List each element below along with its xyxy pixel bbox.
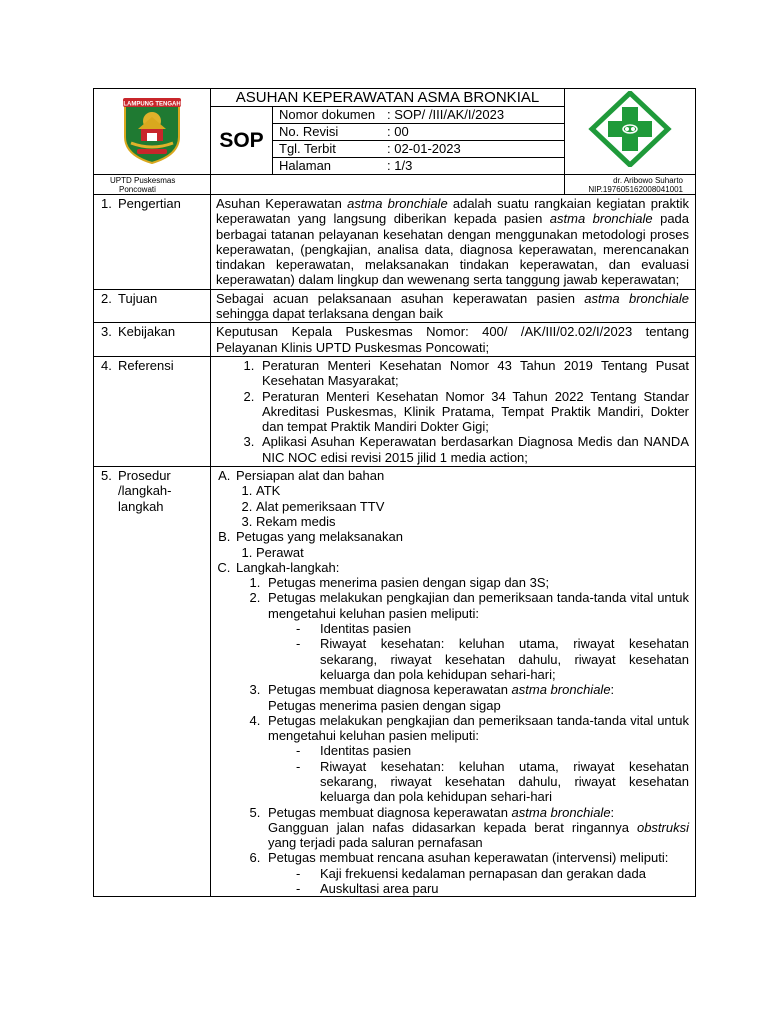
no-revisi-row: No. Revisi : 00	[273, 124, 565, 141]
section-content-kebijakan: Keputusan Kepala Puskesmas Nomor: 400/ /AK/III/02.02/I/2023 tentang Pelayanan Klinis UPTD Puskesmas Poncowati;	[211, 323, 696, 357]
sop-document	[93, 88, 695, 897]
list-item: 3. Petugas membuat diagnosa keperawatan astma bronchiale: Petugas menerima pasien dengan sigap	[264, 682, 689, 713]
section-content-tujuan: Sebagai acuan pelaksanaan asuhan keperawatan pasien astma bronchiale sehingga dapat terlaksana dengan baik	[211, 289, 696, 323]
list-item: 2. Petugas melakukan pengkajian dan pemeriksaan tanda-tanda vital untuk mengetahui keluhan pasien meliputi: - Identitas pasien - Riwayat kesehatan: keluhan utama, riwayat kesehatan sekarang, riwayat kesehatan dahulu, riwayat kesehatan keluarga dan pola kehidupan sehari-hari;	[264, 590, 689, 682]
section-content-pengertian: Asuhan Keperawatan astma bronchiale adalah suatu rangkaian kegiatan praktik keperawatan yang langsung diberikan kepada pasien astma bronchiale pada berbagai tatanan pelayanan kesehatan dengan menggunakan metodologi proses keperawatan, (pengkajian, analisa data, diagnosa keperawatan, merencanakan tindakan keperawatan, melaksanakan tindakan keperawatan, dan evaluasi keperawatan) dalam lingkup dan wewenang serta tanggung jawab keperawatan;	[211, 195, 696, 290]
list-item: - Auskultasi area paru	[320, 881, 689, 896]
puskesmas-logo-cell	[565, 89, 696, 175]
document-title: ASUHAN KEPERAWATAN ASMA BRONKIAL	[211, 89, 565, 107]
tgl-terbit-row: Tgl. Terbit : 02-01-2023	[273, 141, 565, 158]
signer-info: dr. Aribowo Suharto NIP.197605162008041001	[565, 175, 696, 195]
nomor-dokumen-row: Nomor dokumen : SOP/ /III/AK/I/2023	[273, 107, 565, 124]
list-item: - Riwayat kesehatan: keluhan utama, riwayat kesehatan sekarang, riwayat kesehatan dahulu, riwayat kesehatan keluarga dan pola kehidupan sehari-hari	[320, 759, 689, 805]
list-item: - Identitas pasien	[320, 621, 689, 636]
svg-text:LAMPUNG TENGAH: LAMPUNG TENGAH	[123, 101, 181, 108]
list-item: 2. Alat pemeriksaan TTV	[256, 499, 689, 514]
list-item: 3. Aplikasi Asuhan Keperawatan berdasarkan Diagnosa Medis dan NANDA NIC NOC edisi revisi 2015 jilid 1 media action;	[258, 434, 689, 465]
list-item: 1. Peraturan Menteri Kesehatan Nomor 43 Tahun 2019 Tentang Pusat Kesehatan Masyarakat;	[258, 358, 689, 389]
list-item: 6. Petugas membuat rencana asuhan keperawatan (intervensi) meliputi: - Kaji frekuensi kedalaman pernapasan dan gerakan dada - Auskultasi area paru	[264, 850, 689, 896]
list-item: 4. Petugas melakukan pengkajian dan pemeriksaan tanda-tanda vital untuk mengetahui keluhan pasien meliputi: - Identitas pasien - Riwayat kesehatan: keluhan utama, riwayat kesehatan sekarang, riwayat kesehatan dahulu, riwayat kesehatan keluarga dan pola kehidupan sehari-hari	[264, 713, 689, 805]
section-content-prosedur	[211, 467, 696, 897]
signature-space	[211, 175, 565, 195]
list-item: A. Persiapan alat dan bahan 1. ATK 2. Alat pemeriksaan TTV 3. Rekam medis	[234, 468, 689, 529]
list-item: - Riwayat kesehatan: keluhan utama, riwayat kesehatan sekarang, riwayat kesehatan dahulu, riwayat kesehatan keluarga dan pola kehidupan sehari-hari;	[320, 636, 689, 682]
section-label-pengertian: 1. Pengertian	[94, 195, 211, 290]
organization-name: UPTD Puskesmas Poncowati	[94, 175, 211, 195]
list-item: 5. Petugas membuat diagnosa keperawatan astma bronchiale: Gangguan jalan nafas didasarkan kepada berat ringannya obstruksi yang terjadi pada saluran pernafasan	[264, 805, 689, 851]
list-item: 1. Petugas menerima pasien dengan sigap dan 3S;	[264, 575, 689, 590]
sop-table	[93, 88, 696, 897]
puskesmas-logo-icon	[588, 91, 672, 167]
section-label-kebijakan: 3. Kebijakan	[94, 323, 211, 357]
list-item: 1. ATK	[256, 483, 689, 498]
halaman-row: Halaman : 1/3	[273, 158, 565, 175]
procedure-list	[216, 468, 689, 896]
lampung-tengah-logo-icon	[119, 93, 185, 165]
list-item: 1. Perawat	[256, 545, 689, 560]
list-item: - Identitas pasien	[320, 743, 689, 758]
section-label-referensi: 4. Referensi	[94, 356, 211, 466]
section-label-prosedur: 5. Prosedur /langkah- langkah	[94, 467, 211, 897]
regency-logo-cell	[94, 89, 211, 175]
reference-list	[216, 358, 689, 465]
list-item: B. Petugas yang melaksanakan 1. Perawat	[234, 529, 689, 560]
section-content-referensi	[211, 356, 696, 466]
list-item: 2. Peraturan Menteri Kesehatan Nomor 34 Tahun 2022 Tentang Standar Akreditasi Puskesmas, Klinik Pratama, Tempat Praktik Mandiri, Dokter dan tempat Praktik Mandiri Dokter Gigi;	[258, 389, 689, 435]
list-item: 3. Rekam medis	[256, 514, 689, 529]
section-label-tujuan: 2. Tujuan	[94, 289, 211, 323]
list-item: - Kaji frekuensi kedalaman pernapasan dan gerakan dada	[320, 866, 689, 881]
list-item: C. Langkah-langkah: 1. Petugas menerima pasien dengan sigap dan 3S; 2. Petugas melakukan pengkajian dan pemeriksaan tanda-tanda vital untuk mengetahui keluhan pasien meliputi: - Identitas pasien - Riwayat kesehatan: keluhan utama, riwayat kesehatan sekarang, riwayat kesehatan dahulu, riwayat kesehatan keluarga dan pola kehidupan sehari-hari; 3. Petugas membuat diagnosa keperawatan astma bronchiale: Petugas menerima pasien dengan sigap 4. Petugas melakukan pengkajian dan pemeriksaan tanda-tanda vital untuk mengetahui keluhan pasien meliputi: - Identitas pasien - Riwayat kesehatan: keluhan utama, riwayat kesehatan sekarang, riwayat kesehatan dahulu, riwayat kesehatan keluarga dan pola kehidupan sehari-hari 5. Petugas membuat diagnosa keperawatan astma bronchiale: Gangguan jalan nafas didasarkan kepada berat ringannya obstruksi yang terjadi pada saluran pernafasan 6. Petugas membuat rencana asuhan keperawatan (intervensi) meliputi: - Kaji frekuensi kedalaman pernapasan dan gerakan dada - Auskultasi area paru	[234, 560, 689, 897]
sop-label: SOP	[211, 107, 273, 175]
